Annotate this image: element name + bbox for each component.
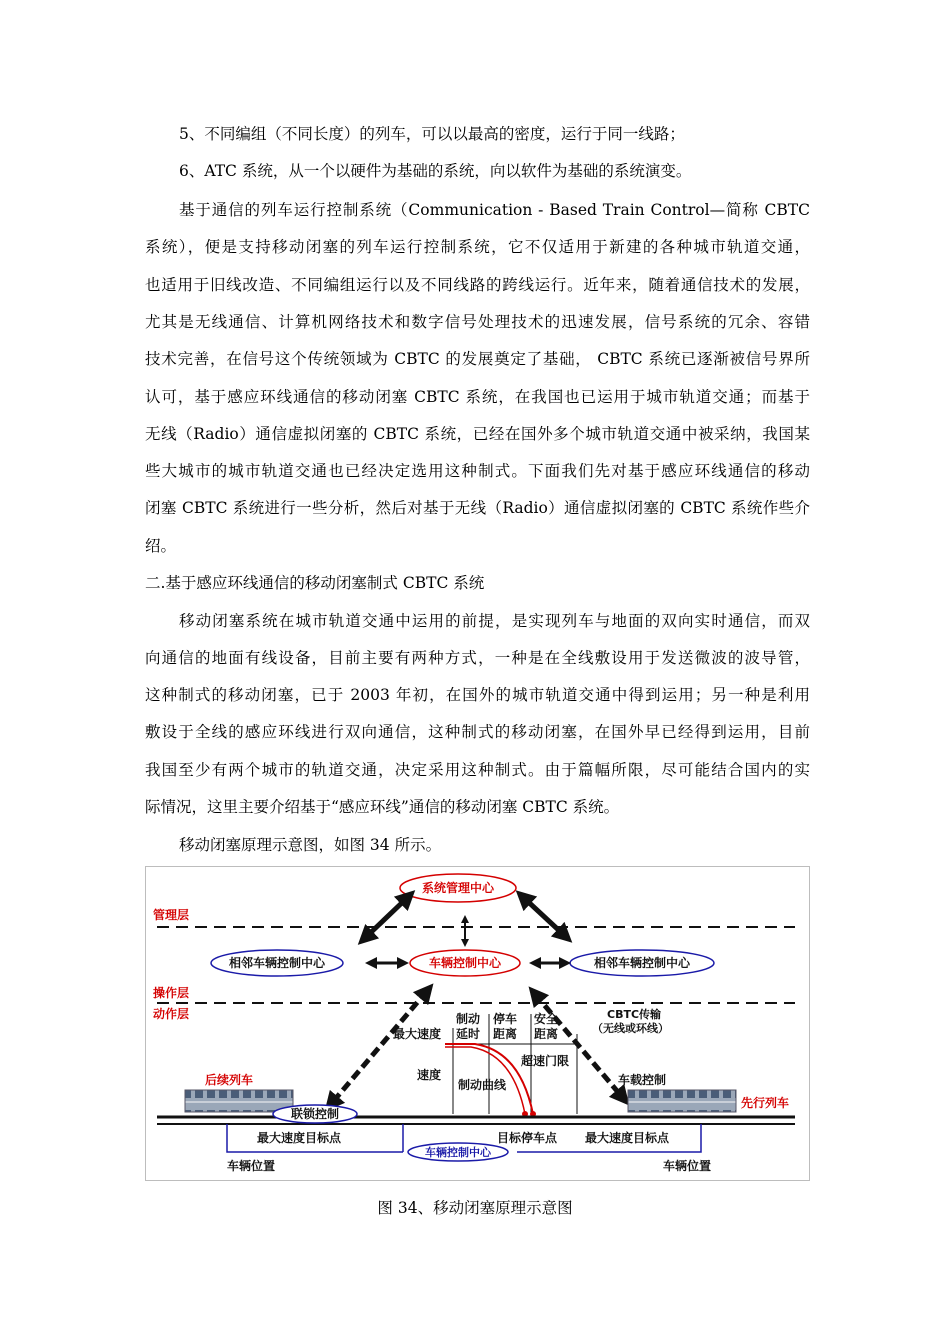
- label-brake-curve: 制动曲线: [458, 1078, 507, 1092]
- paragraph-line: 这种制式的移动闭塞，已于 2003 年初，在国外的城市轨道交通中得到运用；另一种是利用: [145, 686, 810, 704]
- list-item-5: 5、不同编组（不同长度）的列车，可以以最高的密度，运行于同一线路；: [179, 125, 685, 143]
- adjacent-center-left-label: 相邻车辆控制中心: [228, 956, 326, 970]
- label-vehicle-pos-left: 车辆位置: [227, 1159, 276, 1173]
- label-speed: 速度: [417, 1068, 442, 1082]
- paragraph-line: 也适用于旧线改造、不同编组运行以及不同线路的跨线运行。近年来，随着通信技术的发展，: [145, 276, 810, 294]
- label-cbtc-tx-1: CBTC传输: [607, 1008, 662, 1021]
- front-train-image: [628, 1090, 736, 1112]
- paragraph-line: 我国至少有两个城市的轨道交通，决定采用这种制式。由于篇幅所限，尽可能结合国内的实: [145, 761, 810, 779]
- label-safe-dist-1: 安全: [534, 1012, 559, 1026]
- label-vehicle-center-bottom: 车辆控制中心: [425, 1146, 491, 1159]
- layer-label-action: 动作层: [153, 1007, 190, 1021]
- label-target-stop: 目标停车点: [497, 1131, 558, 1145]
- label-safe-dist-2: 距离: [534, 1027, 559, 1041]
- system-center-label: 系统管理中心: [421, 881, 495, 895]
- label-max-speed-target-right: 最大速度目标点: [585, 1131, 670, 1145]
- label-rear-train: 后续列车: [205, 1073, 254, 1087]
- label-front-train: 先行列车: [741, 1096, 790, 1110]
- adjacent-center-right-label: 相邻车辆控制中心: [593, 956, 691, 970]
- label-brake-delay-2: 延时: [456, 1027, 481, 1041]
- moving-block-diagram: [145, 866, 810, 1181]
- paragraph-line: 移动闭塞原理示意图，如图 34 所示。: [179, 836, 442, 854]
- paragraph-line: 技术完善，在信号这个传统领域为 CBTC 的发展奠定了基础， CBTC 系统已逐渐被信号界所: [145, 350, 810, 368]
- label-cbtc-tx-2: （无线或环线）: [592, 1022, 669, 1035]
- paragraph-line: 向通信的地面有线设备，目前主要有两种方式，一种是在全线敷设用于发送微波的波导管，: [145, 649, 810, 667]
- paragraph-line: 尤其是无线通信、计算机网络技术和数字信号处理技术的迅速发展，信号系统的冗余、容错: [145, 313, 810, 331]
- layer-label-management: 管理层: [153, 908, 190, 922]
- paragraph-line: 些大城市的城市轨道交通也已经决定选用这种制式。下面我们先对基于感应环线通信的移动: [145, 462, 810, 480]
- label-max-speed: 最大速度: [393, 1027, 442, 1041]
- vehicle-center-label: 车辆控制中心: [428, 956, 502, 970]
- paragraph-line: 绍。: [145, 537, 177, 555]
- label-interlock: 联锁控制: [290, 1107, 340, 1121]
- paragraph-line: 际情况，这里主要介绍基于“感应环线”通信的移动闭塞 CBTC 系统。: [145, 798, 620, 816]
- paragraph-line: 认可，基于感应环线通信的移动闭塞 CBTC 系统，在我国也已运用于城市轨道交通；而基于: [145, 388, 810, 406]
- paragraph-line: 敷设于全线的感应环线进行双向通信，这种制式的移动闭塞，在国外早已经得到运用，目前: [145, 723, 810, 741]
- list-item-6: 6、ATC 系统，从一个以硬件为基础的系统，向以软件为基础的系统演变。: [179, 162, 692, 180]
- layer-label-operation: 操作层: [153, 986, 190, 1000]
- label-stop-dist-1: 停车: [493, 1012, 518, 1026]
- label-stop-dist-2: 距离: [493, 1027, 518, 1041]
- rear-train-image: [185, 1090, 293, 1112]
- label-onboard-control: 车载控制: [618, 1073, 667, 1087]
- label-overspeed: 超速门限: [521, 1054, 570, 1068]
- paragraph-line: 闭塞 CBTC 系统进行一些分析，然后对基于无线（Radio）通信虚拟闭塞的 CBTC 系统作些介: [145, 499, 810, 517]
- label-max-speed-target-left: 最大速度目标点: [257, 1131, 342, 1145]
- label-vehicle-pos-right: 车辆位置: [663, 1159, 712, 1173]
- section-heading: 二.基于感应环线通信的移动闭塞制式 CBTC 系统: [145, 574, 485, 592]
- paragraph-line: 无线（Radio）通信虚拟闭塞的 CBTC 系统，已经在国外多个城市轨道交通中被采纳，我国某: [145, 425, 810, 443]
- figure-caption: 图 34、移动闭塞原理示意图: [377, 1199, 573, 1217]
- paragraph-line: 基于通信的列车运行控制系统（Communication - Based Train Control—简称 CBTC: [179, 201, 810, 219]
- label-brake-delay-1: 制动: [456, 1012, 481, 1026]
- paragraph-line: 系统），便是支持移动闭塞的列车运行控制系统，它不仅适用于新建的各种城市轨道交通，: [145, 238, 810, 256]
- paragraph-line: 移动闭塞系统在城市轨道交通中运用的前提，是实现列车与地面的双向实时通信，而双: [179, 612, 810, 630]
